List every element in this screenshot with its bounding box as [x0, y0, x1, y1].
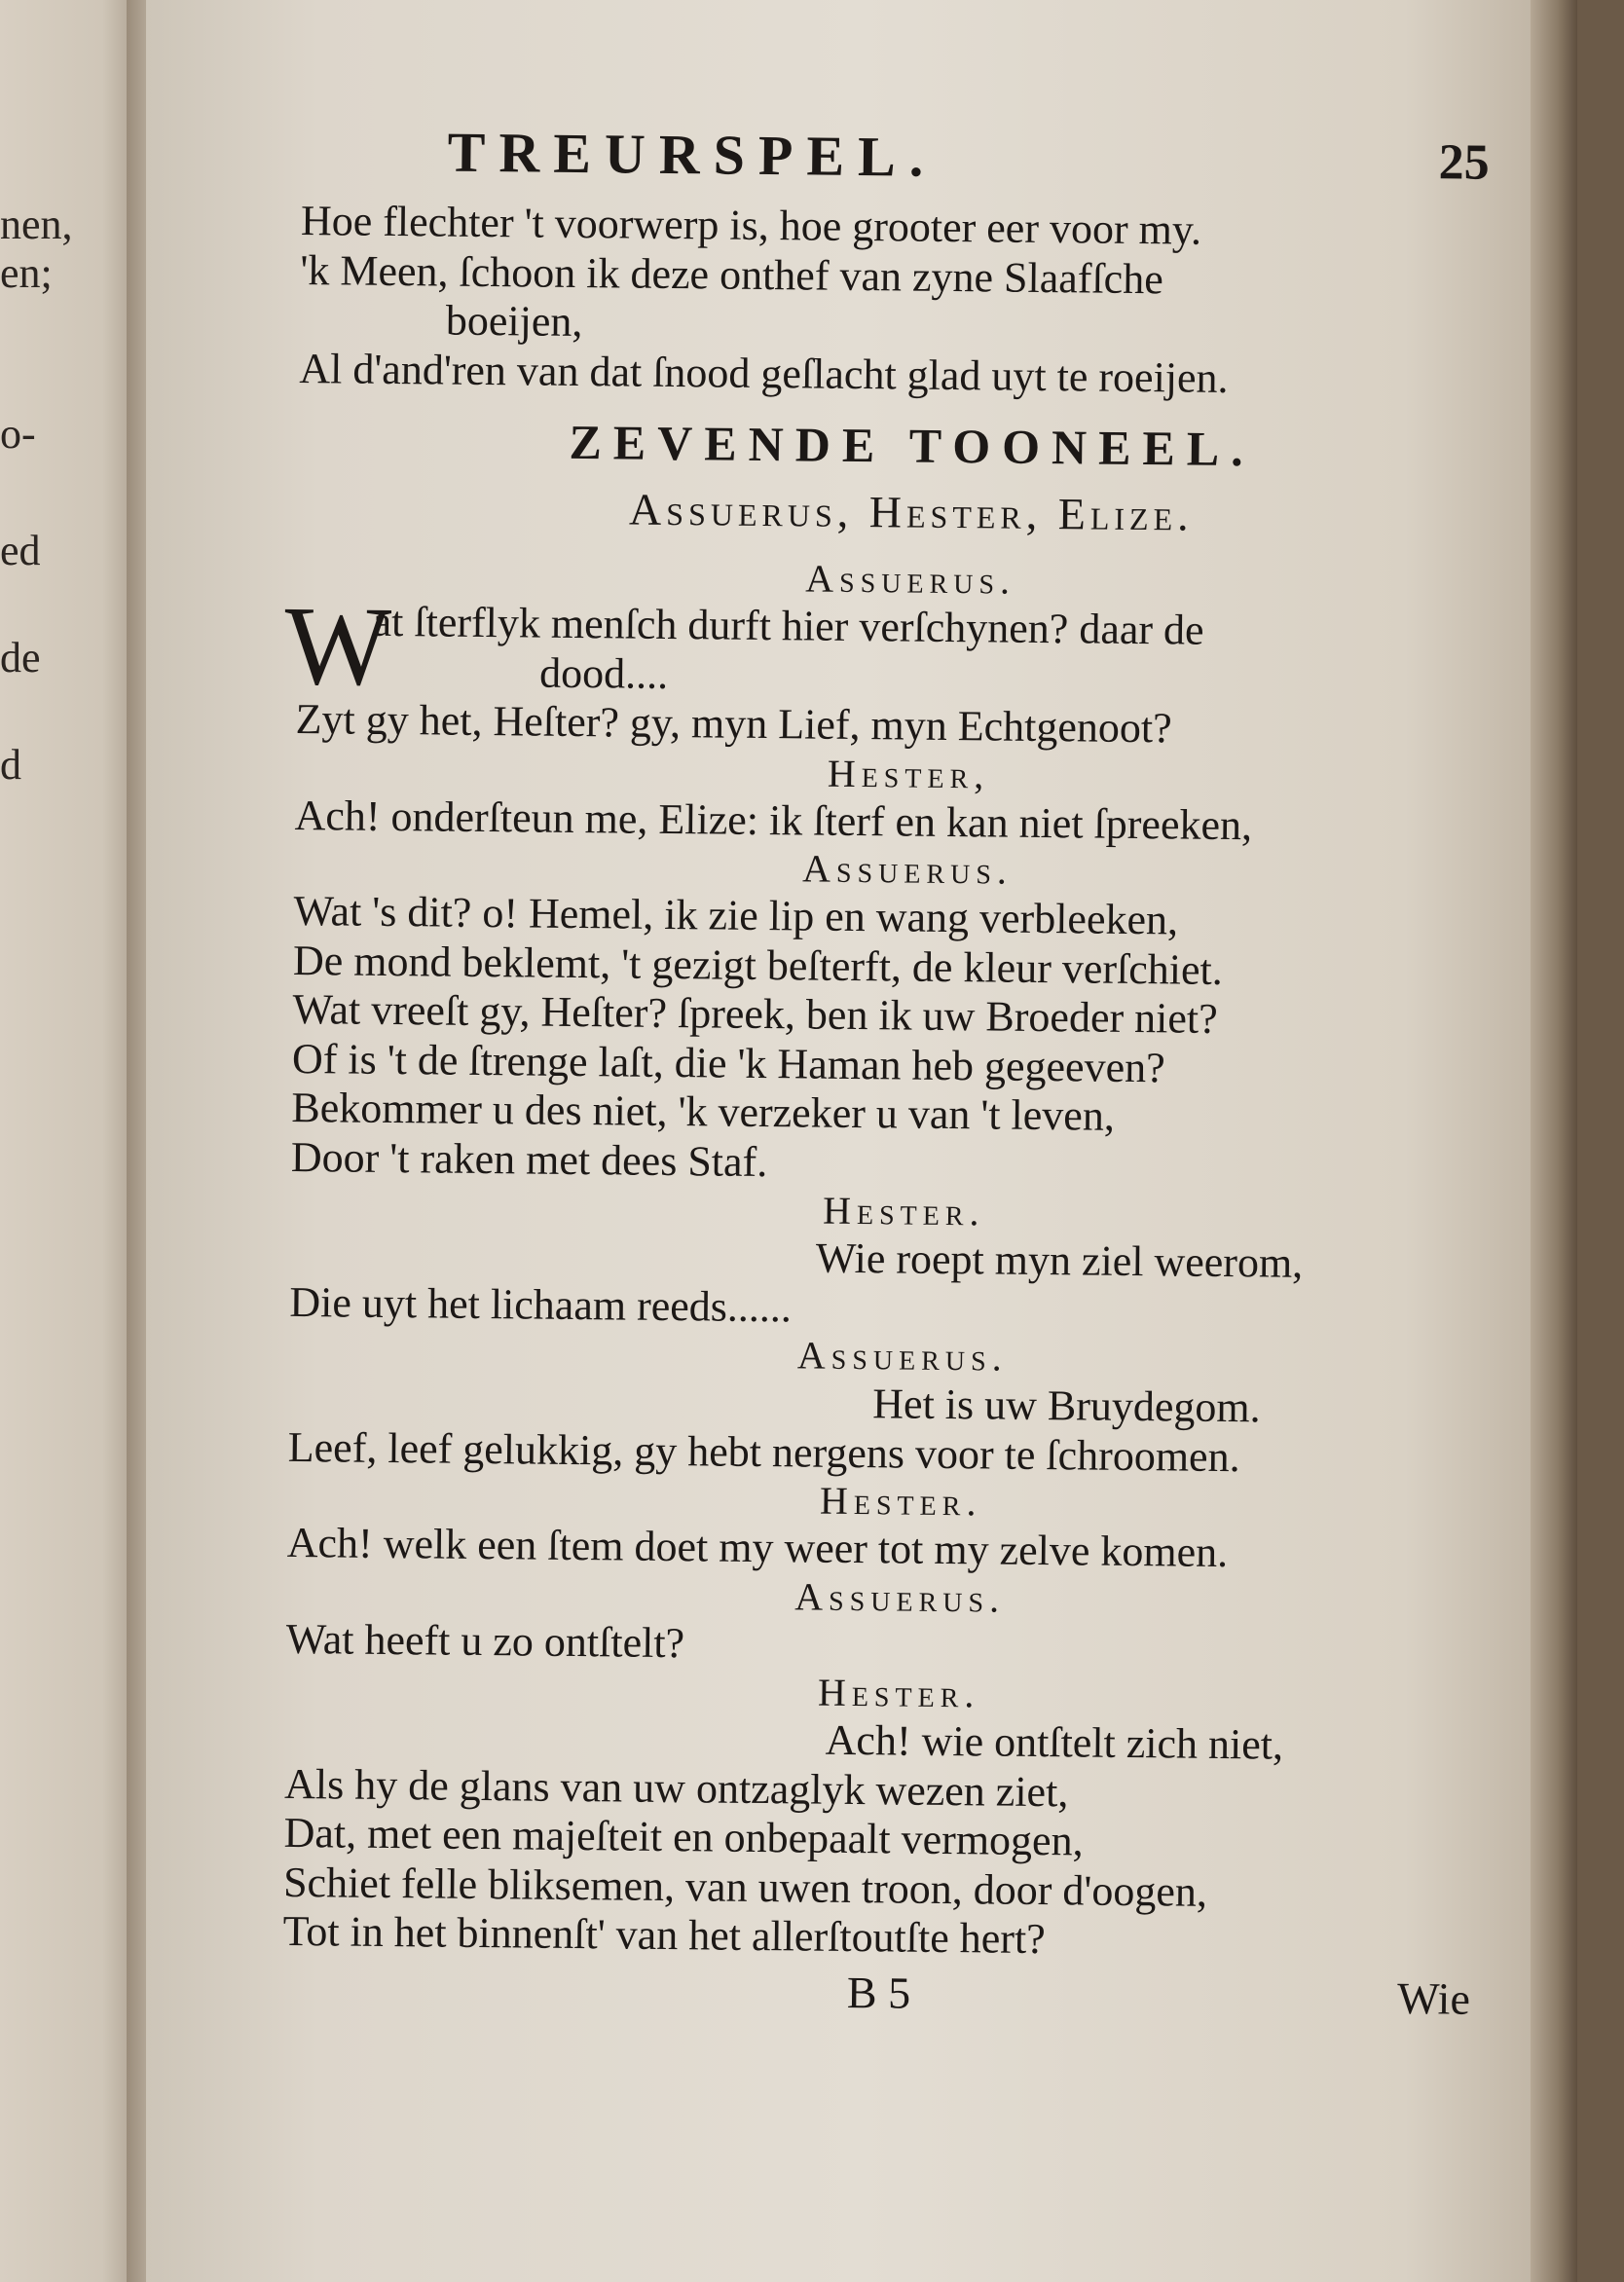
verse-half-line: Het is uw Bruydegom. [872, 1380, 1261, 1432]
catchword: Wie [1396, 1972, 1471, 2024]
page-text [282, 120, 1529, 2034]
verse-half-line: Ach! wie ontſtelt zich niet, [825, 1715, 1284, 1769]
signature-mark: B 5 [846, 1967, 911, 2018]
verse-continuation: boeijen, [445, 296, 583, 347]
page-footer [282, 1962, 1510, 2033]
left-fragment: nen, [0, 201, 73, 248]
verse-line: Die uyt het lichaam reeds...... [289, 1277, 793, 1331]
verse-text: at ſterflyk menſch durft hier verſchynen? daar de [372, 597, 1204, 654]
verse-line: Als hy de glans van uw ontzaglyk wezen ziet, [283, 1759, 1069, 1816]
verse-line: Ach! onderſteun me, Elize: ik ſterf en kan niet ſpreeken, [294, 791, 1253, 849]
verse-line: Leef, leef gelukkig, gy hebt nergens voor te ſchroomen. [287, 1422, 1240, 1481]
verse-line: Door 't raken met dees Staf. [290, 1132, 768, 1186]
verse-line: Al d'and'ren van dat ſnood geſlacht glad uyt te roeijen. [299, 344, 1229, 402]
speaker-name: Assuerus. [805, 556, 1016, 603]
page-header [301, 120, 1529, 209]
verse-line: 'k Meen, ſchoon ik deze onthef van zyne Slaafſche [300, 245, 1164, 303]
verse-continuation: dood.... [538, 648, 669, 698]
speaker-name: Hester. [822, 1188, 985, 1234]
verse-line: Zyt gy het, Heſter? gy, myn Lief, myn Echtgenoot? [295, 694, 1172, 753]
book-page [146, 0, 1577, 2282]
verse-line: Wat vreeſt gy, Heſter? ſpreek, ben ik uw Broeder niet? [292, 984, 1218, 1043]
drop-cap: W [283, 583, 392, 710]
page-number: 25 [1438, 134, 1490, 191]
verse-line: Bekommer u des niet, 'k verzeker u van 't leven, [291, 1083, 1116, 1140]
verse-half-line: Wie roept myn ziel weerom, [815, 1233, 1304, 1287]
left-fragment: en; [0, 249, 53, 297]
verse-line: Ach! welk een ſtem doet my weer tot my zelve komen. [286, 1518, 1229, 1577]
running-head: TREURSPEL. [447, 120, 938, 189]
left-page-edge [0, 0, 146, 2282]
verse-line: De mond beklemt, 't gezigt beſterft, de kleur verſchiet. [292, 936, 1224, 994]
speaker-name: Assuerus. [801, 846, 1014, 893]
left-fragment: o- [0, 410, 36, 458]
verse-line: Wat heeft u zo ontſtelt? [285, 1614, 685, 1667]
scene-characters: Assuerus, Hester, Elize. [628, 484, 1194, 540]
verse-line: Dat, met een majeſteit en onbepaalt vermogen, [283, 1808, 1084, 1865]
speaker-name: Assuerus. [796, 1333, 1008, 1380]
speaker-name: Hester. [817, 1670, 980, 1716]
speaker-name: Hester, [827, 751, 990, 796]
speaker-name: Hester. [819, 1478, 982, 1525]
speaker-name: Assuerus. [794, 1573, 1006, 1621]
left-fragment: de [0, 634, 41, 681]
left-fragment: ed [0, 527, 41, 574]
left-fragment: d [0, 741, 21, 789]
verse-line: Schiet felle bliksemen, van uwen troon, door d'oogen, [282, 1858, 1208, 1916]
verse-line: Tot in het binnenſt' van het allerſtoutſte hert? [282, 1906, 1046, 1964]
verse-line: Of is 't de ſtrenge laſt, die 'k Haman heb gegeeven? [291, 1034, 1165, 1091]
verse-line: Hoe flechter 't voorwerp is, hoe grooter eer voor my. [300, 196, 1202, 254]
scene-title: ZEVENDE TOONEEL. [569, 414, 1255, 477]
page-edge [1531, 0, 1577, 2282]
verse-line: Wat 's dit? o! Hemel, ik zie lip en wang verbleeken, [293, 886, 1179, 944]
